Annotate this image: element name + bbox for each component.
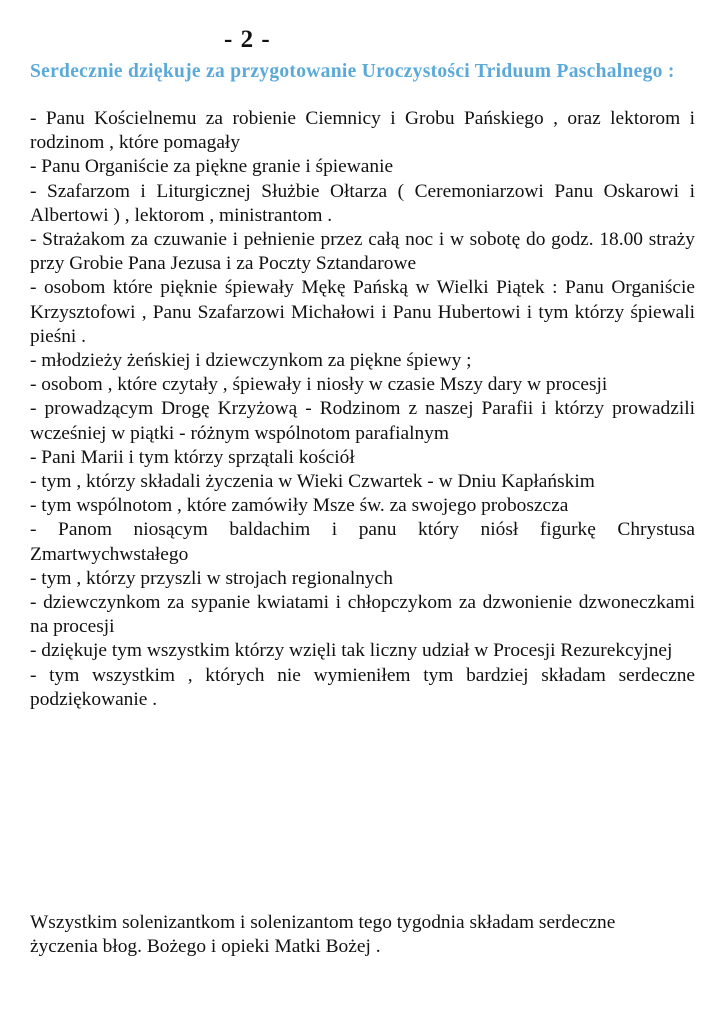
list-item: - Panom niosącym baldachim i panu który niósł figurkę Chrystusa Zmartwychwstałego bbox=[30, 519, 695, 565]
list-item: - Strażakom za czuwanie i pełnienie przez całą noc i w sobotę do godz. 18.00 straży przy Grobie Pana Jezusa i za Poczty Sztandarowe bbox=[30, 229, 695, 275]
list-item: - dziękuje tym wszystkim którzy wzięli tak liczny udział w Procesji Rezurekcyjnej bbox=[30, 640, 673, 662]
list-item: - osobom które pięknie śpiewały Mękę Pańską w Wielki Piątek : Panu Organiście Krzysztofowi , Panu Szafarzowi Michałowi i Panu Hubertowi i tym którzy śpiewali pieśni . bbox=[30, 277, 695, 347]
list-item: - Panu Organiście za piękne granie i śpiewanie bbox=[30, 156, 394, 178]
list-item: - tym , którzy przyszli w strojach regionalnych bbox=[30, 567, 393, 589]
list-item: - tym , którzy składali życzenia w Wieki Czwartek - w Dniu Kapłańskim bbox=[30, 471, 595, 493]
list-item: - osobom , które czytały , śpiewały i niosły w czasie Mszy dary w procesji bbox=[30, 374, 608, 396]
section-heading: Serdecznie dziękuje za przygotowanie Uroczystości Triduum Paschalnego : bbox=[30, 61, 675, 82]
thanks-list bbox=[30, 107, 695, 712]
list-item: - Szafarzom i Liturgicznej Służbie Ołtarza ( Ceremoniarzowi Panu Oskarowi i Albertowi ) , lektorom , ministrantom . bbox=[30, 180, 695, 226]
list-item: - Panu Kościelnemu za robienie Ciemnicy i Grobu Pańskiego , oraz lektorom i rodzinom , które pomagały bbox=[30, 108, 695, 154]
list-item: - tym wszystkim , których nie wymieniłem tym bardziej składam serdeczne podziękowanie . bbox=[30, 664, 695, 710]
list-item: - Pani Marii i tym którzy sprzątali kościół bbox=[30, 446, 355, 468]
page-number: - 2 - bbox=[224, 26, 271, 53]
list-item: - prowadzącym Drogę Krzyżową - Rodzinom z naszej Parafii i którzy prowadzili wcześniej w piątki - różnym wspólnotom parafialnym bbox=[30, 398, 695, 444]
list-item: - młodzieży żeńskiej i dziewczynkom za piękne śpiewy ; bbox=[30, 350, 472, 372]
list-item: - dziewczynkom za sypanie kwiatami i chłopczykom za dzwonienie dzwoneczkami na procesji bbox=[30, 592, 695, 638]
list-item: - tym wspólnotom , które zamówiły Msze św. za swojego proboszcza bbox=[30, 495, 569, 517]
closing-paragraph: Wszystkim solenizantkom i solenizantom tego tygodnia składam serdeczne życzenia błog. Bożego i opieki Matki Bożej . bbox=[30, 912, 616, 958]
